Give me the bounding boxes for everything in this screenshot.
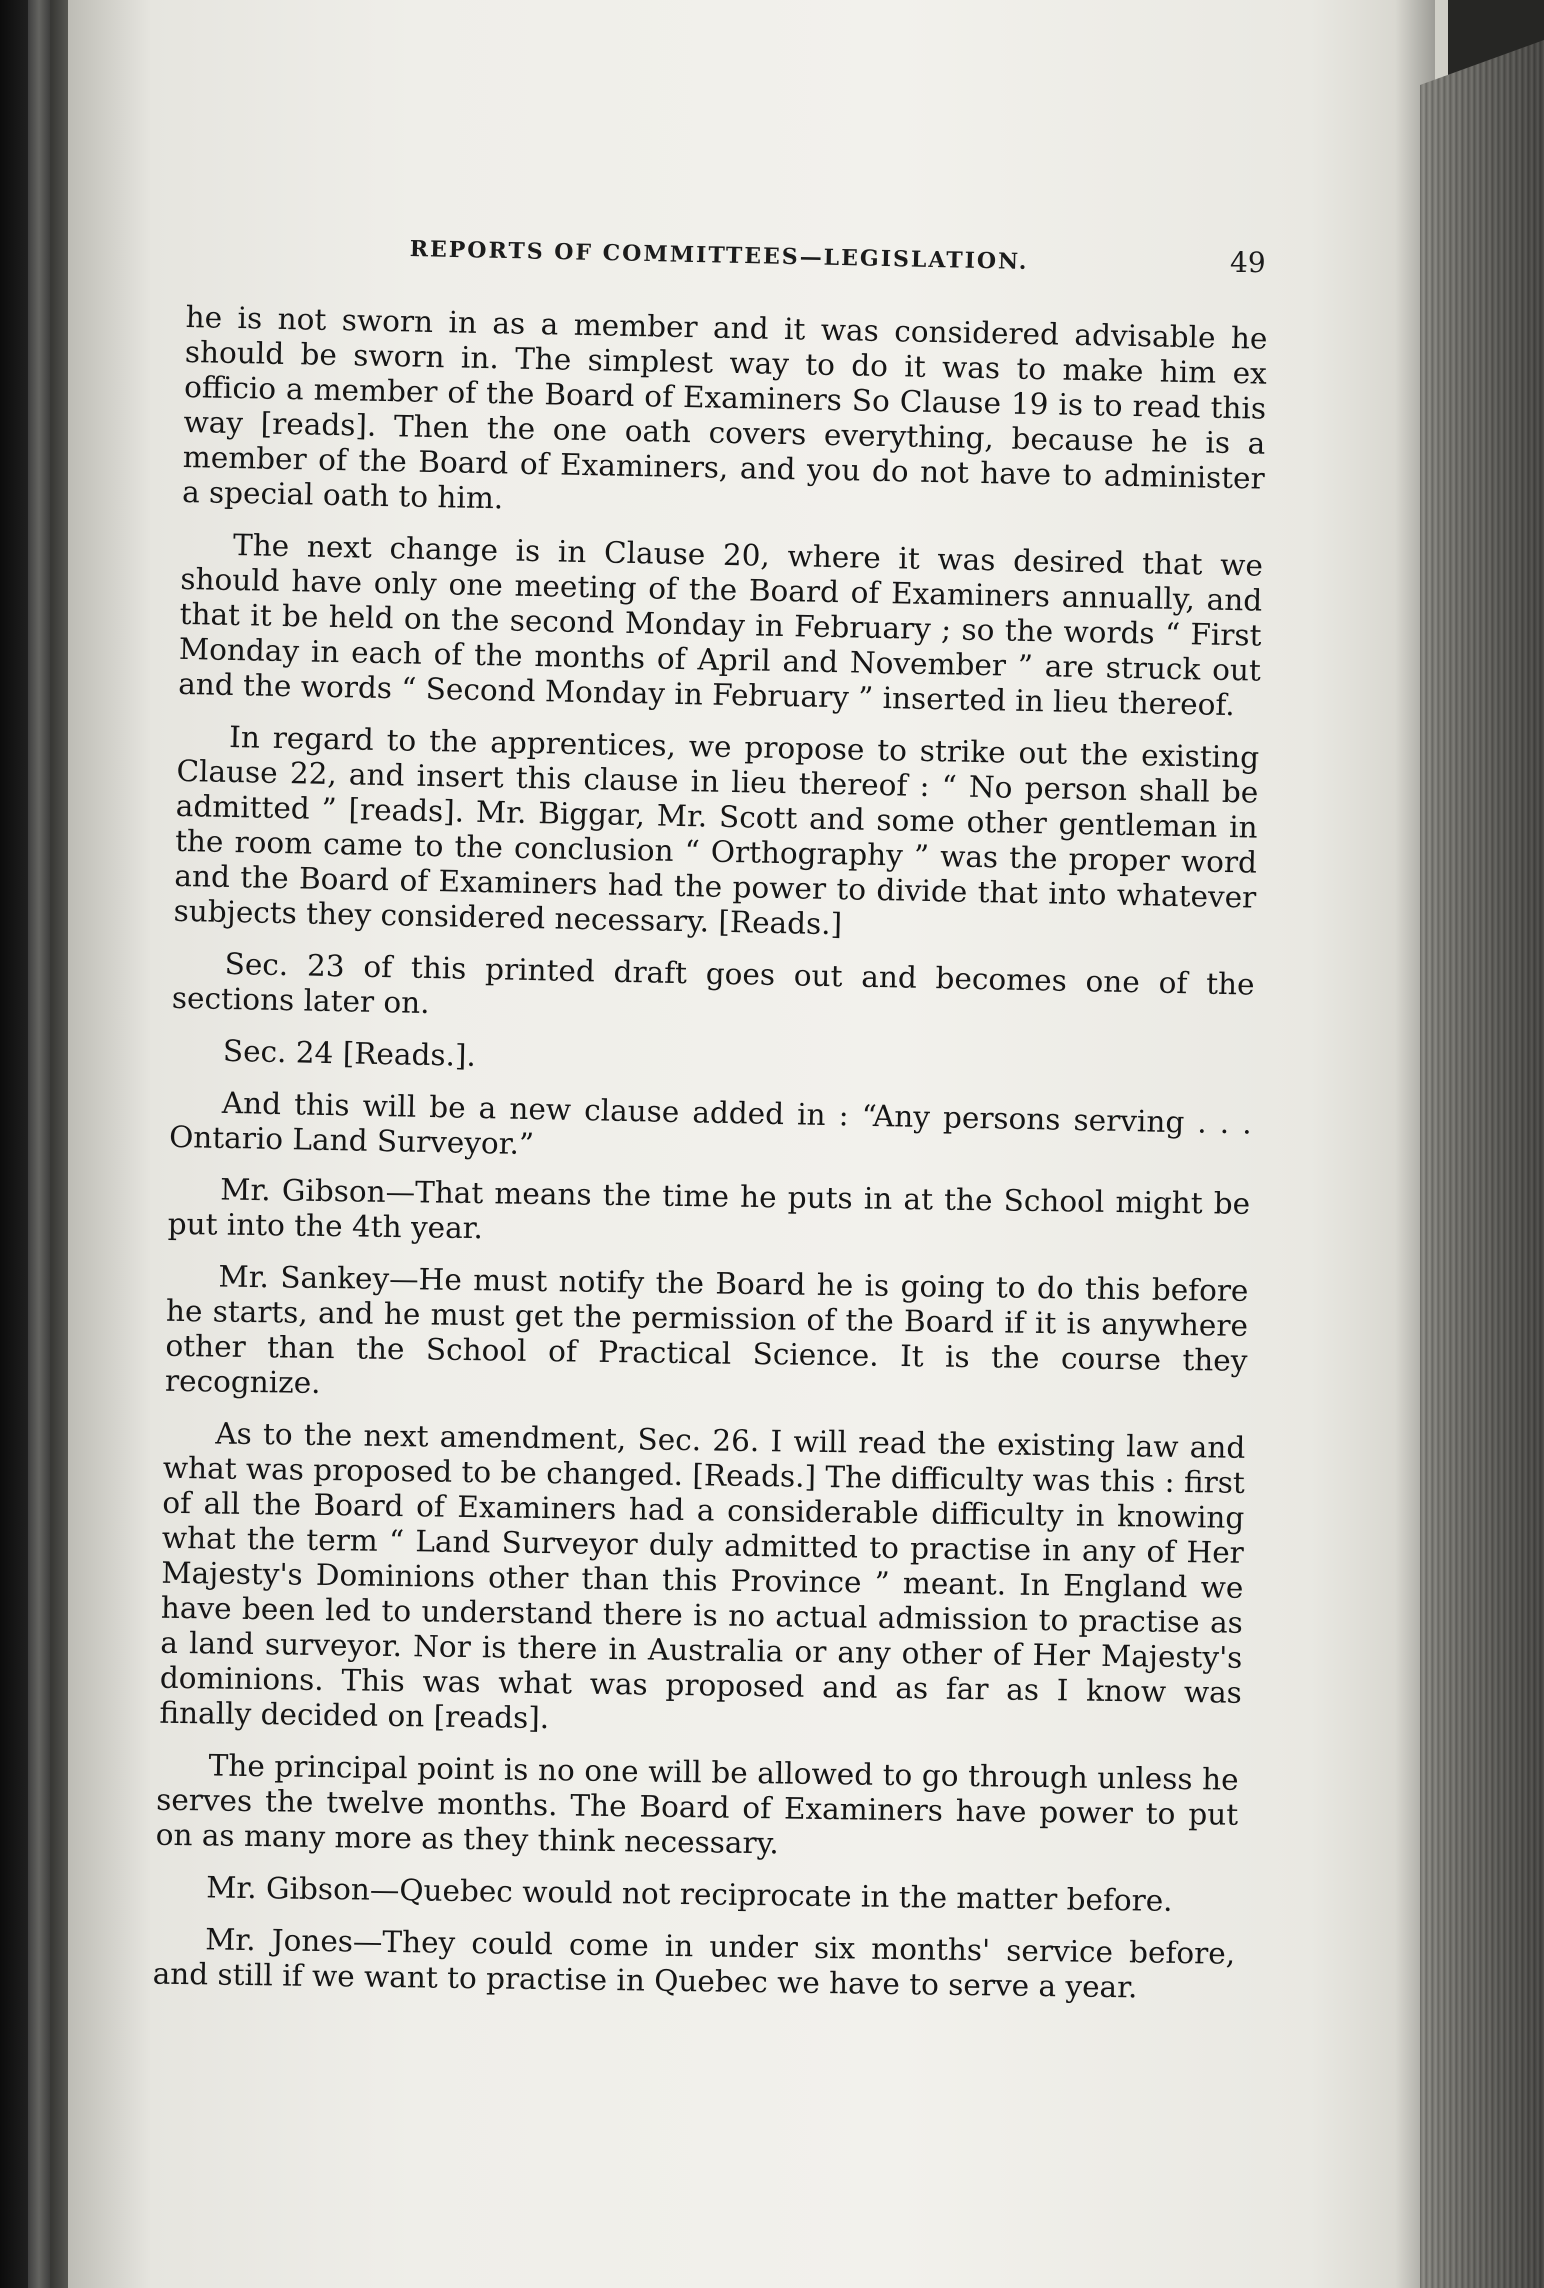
- paragraph-2: The next change is in Clause 20, where it was desired that we should have only one meeting of the Board of Examiners annually, and that it be held on the second Monday in February ; so the words “ First Monday in each of the months of April and November ” are struck out and the words “ Second Monday in February ” inserted in lieu thereof.: [177, 527, 1264, 723]
- paragraph-11: Mr. Gibson—Quebec would not reciprocate in the matter before.: [206, 1870, 1173, 1918]
- paragraph-4: Sec. 23 of this printed draft goes out and becomes one of the sections later on.: [171, 946, 1255, 1021]
- body-text: [152, 300, 1268, 2030]
- paragraph-3: In regard to the apprentices, we propose to strike out the existing Clause 22, and insert this clause in lieu thereof : “ No person shall be admitted ” [reads]. Mr. Biggar, Mr. Scott and some other gentleman in the room came to the conclusion “ Orthography ” was the proper word and the Board of Examiners had the power to divide that into whatever subjects they considered necessary. [Reads.]: [173, 719, 1260, 942]
- paragraph-9: As to the next amendment, Sec. 26. I will read the existing law and what was proposed to be changed. [Reads.] The difficulty was this : first of all the Board of Examiners had a considerable difficulty in knowing what the term “ Land Surveyor duly admitted to practise in any of Her Majesty's Dominions other than this Province ” meant. In England we have been led to understand there is no actual admission to practise as a land surveyor. Nor is there in Australia or any other of Her Majesty's dominions. This was what was proposed and as far as I know was finally decided on [reads].: [159, 1416, 1246, 1736]
- running-header: REPORTS OF COMMITTEES—LEGISLATION.: [409, 236, 1029, 275]
- paragraph-6: And this will be a new clause added in : “Any persons serving . . . Ontario Land Surveyor.”: [168, 1085, 1253, 1162]
- binding-edge: [28, 0, 50, 2288]
- paragraph-12: Mr. Jones—They could come in under six months' service before, and still if we want to practise in Quebec we have to serve a year.: [152, 1922, 1236, 2005]
- paragraph-1: he is not sworn in as a member and it was considered advisable he should be sworn in. The simplest way to do it was to make him ex officio a member of the Board of Examiners So Clause 19 is to read this way [reads]. Then the one oath covers everything, because he is a member of the Board of Examiners, and you do not have to administer a special oath to him.: [181, 300, 1268, 516]
- paragraph-5: Sec. 24 [Reads.].: [222, 1033, 477, 1073]
- book-fore-edge: [1420, 40, 1544, 2288]
- paragraph-8: Mr. Sankey—He must notify the Board he is going to do this before he starts, and he must get the permission of the Board if it is anywhere other than the School of Practical Science. It is the course they recognize.: [164, 1259, 1249, 1400]
- paragraph-7: Mr. Gibson—That means the time he puts in at the School might be put into the 4th year.: [167, 1172, 1251, 1246]
- paragraph-10: The principal point is no one will be allowed to go through unless he serves the twelve months. The Board of Examiners have power to put on as many more as they think necessary.: [155, 1748, 1239, 1861]
- page-number: 49: [1230, 246, 1266, 279]
